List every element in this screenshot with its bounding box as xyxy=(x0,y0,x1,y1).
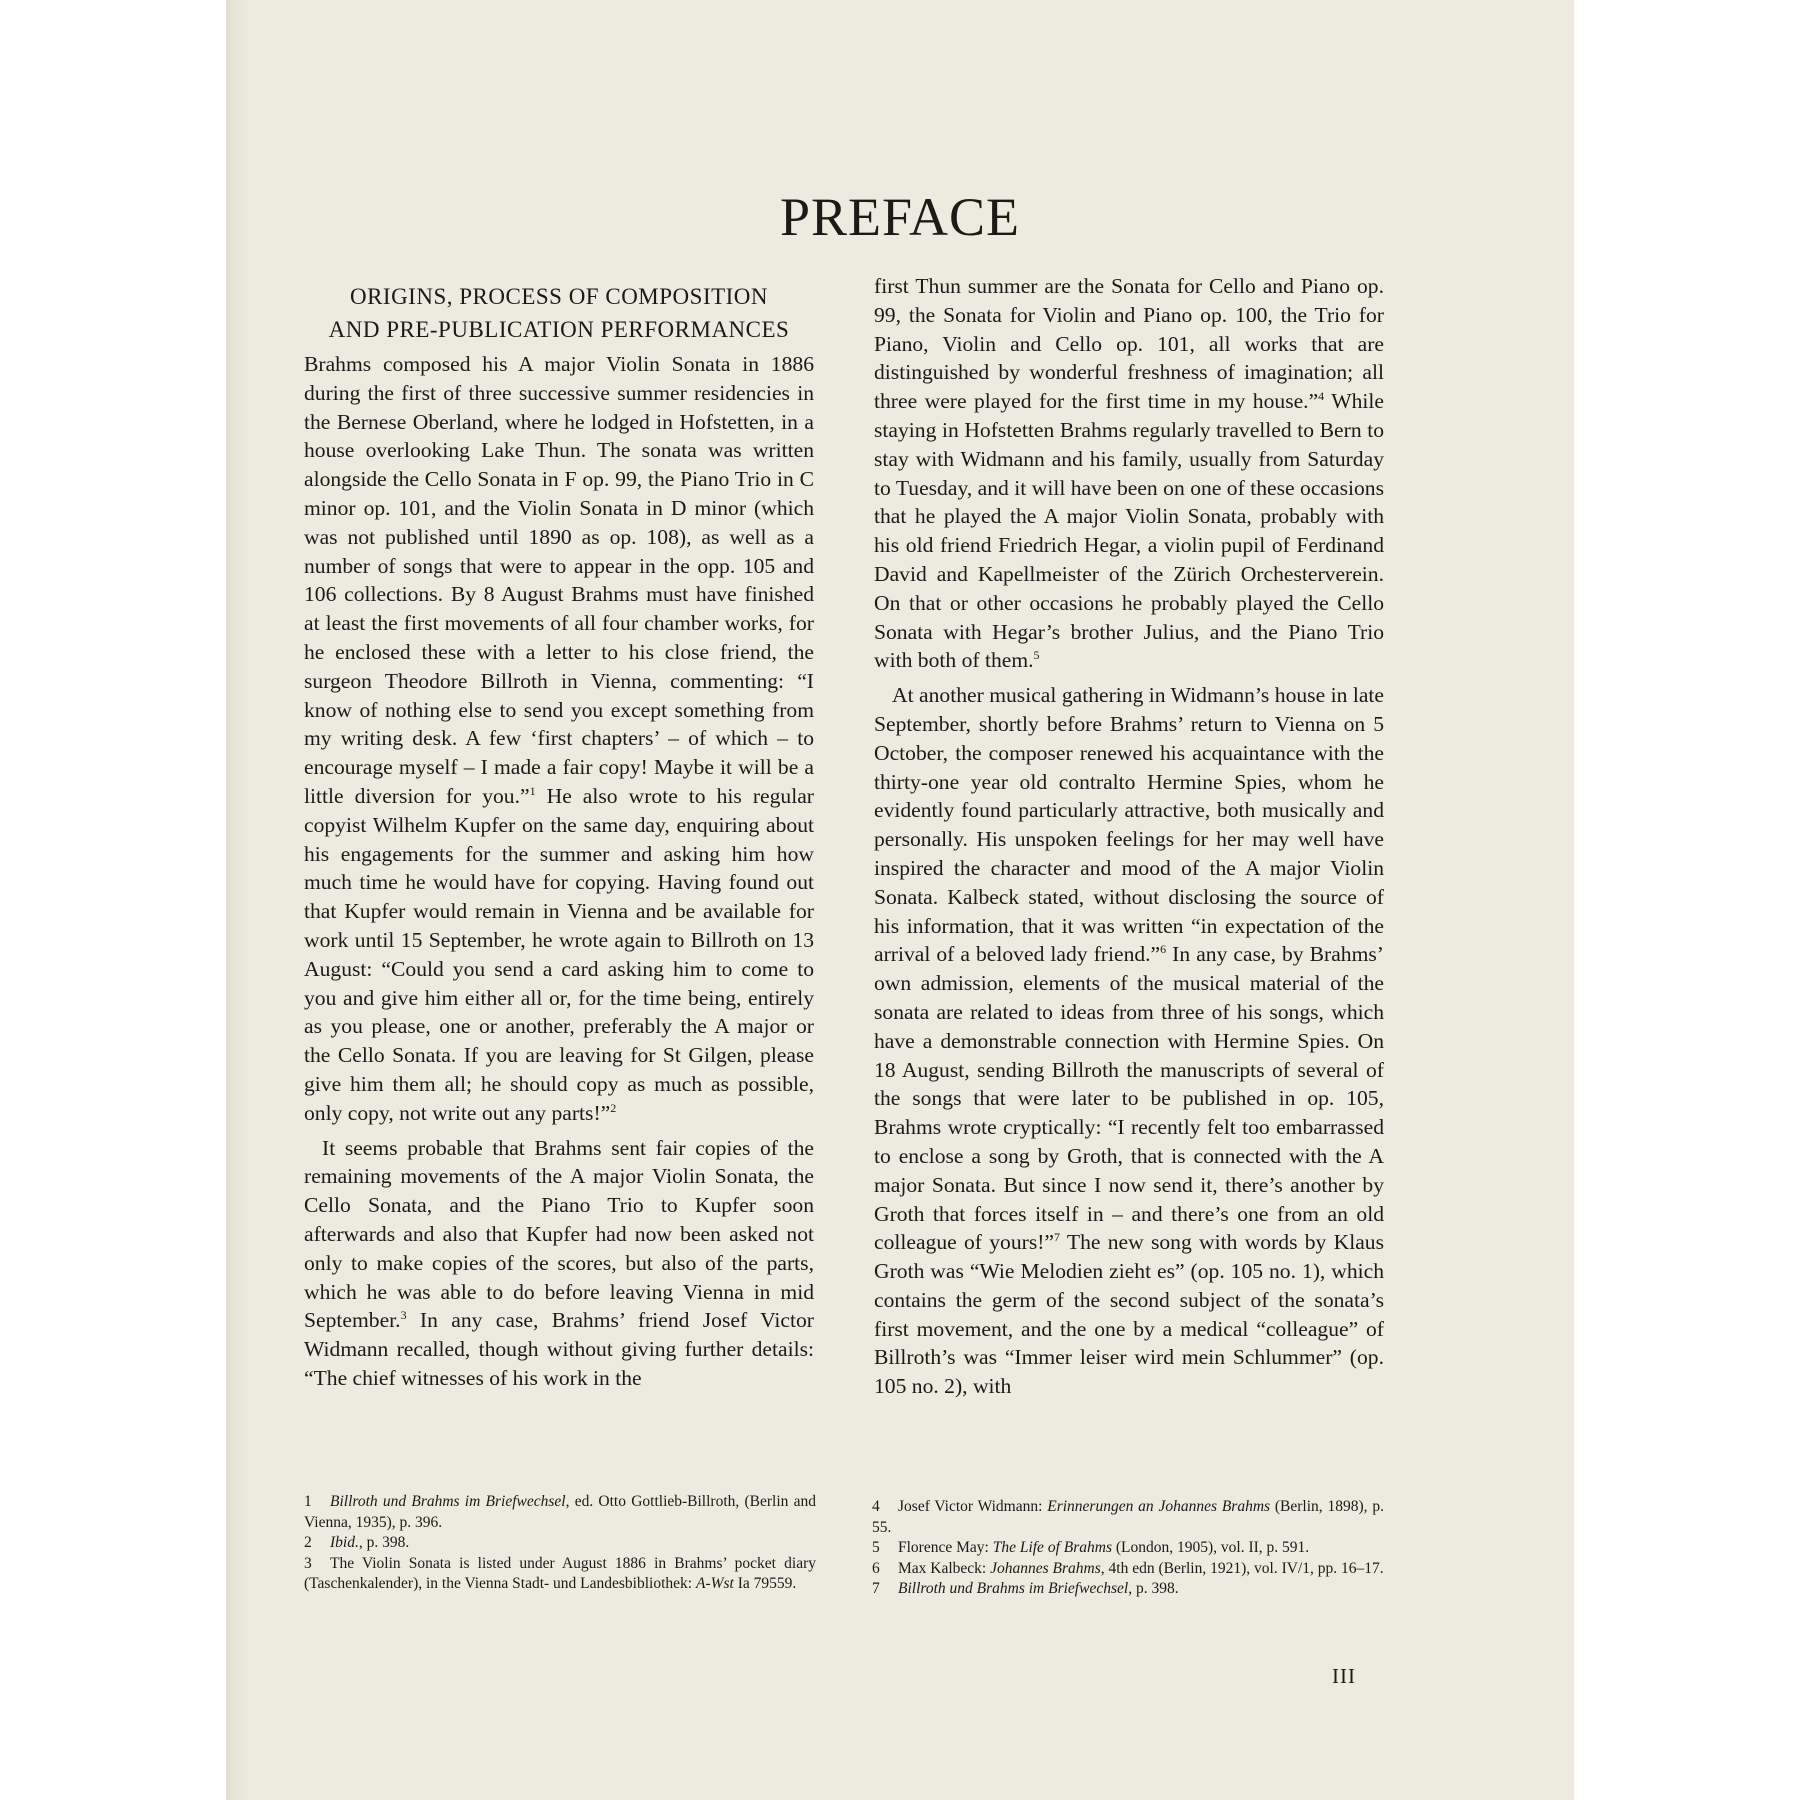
left-column xyxy=(304,280,814,1393)
left-paragraph-1: Brahms composed his A major Violin Sonata in 1886 during the first of three successive summer residencies in the Bernese Oberland, where he lodged in Hofstetten, in a house overlooking Lake Thun. The sonata was written alongside the Cello Sonata in F op. 99, the Piano Trio in C minor op. 101, and the Violin Sonata in D minor (which was not published until 1890 as op. 108), as well as a number of songs that were to appear in the opp. 105 and 106 collections. By 8 August Brahms must have finished at least the first movements of all four chamber works, for he enclosed these with a letter to his close friend, the surgeon Theodore Billroth in Vienna, commenting: “I know of nothing else to send you except something from my writing desk. A few ‘first chapters’ – of which – to encourage myself – I made a fair copy! Maybe it will be a little diversion for you.”$^1$ He also wrote to his regular copyist Wilhelm Kupfer on the same day, enquiring about his engagements for the summer and asking him how much time he would have for copying. Having found out that Kupfer would remain in Vienna and be available for work until 15 September, he wrote again to Billroth on 13 August: “Could you send a card asking him to come to you and give him either all or, for the time being, entirely as you please, one or another, preferably the A major or the Cello Sonata. If you are leaving for St Gilgen, please give him them all; he should copy as much as possible, only copy, not write out any parts!”$^2$ xyxy=(304,352,814,1125)
footnote-ref: 5 xyxy=(1033,648,1040,663)
left-paragraph-2: It seems probable that Brahms sent fair copies of the remaining movements of the A major Violin Sonata, the Cello Sonata, and the Piano Trio to Kupfer soon afterwards and also that Kupfer had now been asked not only to make copies of the scores, but also of the parts, which he was able to do before leaving Vienna in mid September.$^3$ In any case, Brahms’ friend Josef Victor Widmann recalled, though without giving further details: “The chief witnesses of his work in the xyxy=(304,1135,814,1390)
book-page xyxy=(226,0,1574,1800)
footnote-ref: 3 xyxy=(400,1308,407,1323)
footnote-ref: 7 xyxy=(1054,1230,1061,1245)
footnote-7: 7 Billroth und Brahms im Briefwechsel, p. 398. xyxy=(872,1580,1179,1597)
right-paragraph-2: At another musical gathering in Widmann’s house in late September, shortly before Brahms’ return to Vienna on 5 October, the composer renewed his acquaintance with the thirty-one year old contralto Hermine Spies, whom he evidently found particularly attractive, both musically and personally. His unspoken feelings for her may well have inspired the character and mood of the A major Violin Sonata. Kalbeck stated, without disclosing the source of his information, that it was written “in expectation of the arrival of a beloved lady friend.”$^6$ In any case, by Brahms’ own admission, elements of the musical material of the sonata are related to ideas from three of his songs, which have a demonstrable connection with Hermine Spies. On 18 August, sending Billroth the manuscripts of several of the songs that were later to be published in op. 105, Brahms wrote cryptically: “I recently felt too embarrassed to enclose a song by Groth, that is connected with the A major Sonata. But since I now send it, there’s another by Groth that forces itself in – and there’s one from an old colleague of yours!”$^7$ The new song with words by Klaus Groth was “Wie Melodien zieht es” (op. 105 no. 1), which contains the germ of the second subject of the sonata’s first movement, and the one by a medical “colleague” of Billroth’s was “Immer leiser wird mein Schlummer” (op. 105 no. 2), with xyxy=(874,683,1384,1399)
footnotes-right xyxy=(872,1497,1384,1600)
footnote-1: 1 Billroth und Brahms im Briefwechsel, ed. Otto Gottlieb-Billroth, (Berlin and Vienna, 1935), p. 396. xyxy=(304,1493,817,1531)
section-heading-line1: ORIGINS, PROCESS OF COMPOSITION xyxy=(349,284,769,309)
footnote-6: 6 Max Kalbeck: Johannes Brahms, 4th edn (Berlin, 1921), vol. IV/1, pp. 16–17. xyxy=(872,1559,1384,1577)
footnote-ref: 6 xyxy=(1160,942,1167,957)
right-column xyxy=(874,272,1384,1401)
footnote-2: 2 Ibid., p. 398. xyxy=(304,1534,410,1551)
footnote-ref: 2 xyxy=(610,1100,617,1115)
footnote-5: 5 Florence May: The Life of Brahms (London, 1905), vol. II, p. 591. xyxy=(872,1539,1310,1556)
footnotes-left xyxy=(304,1492,816,1595)
section-heading xyxy=(304,280,814,346)
footnote-4: 4 Josef Victor Widmann: Erinnerungen an Johannes Brahms (Berlin, 1898), p. 55. xyxy=(872,1498,1384,1536)
section-heading-line2: AND PRE-PUBLICATION PERFORMANCES xyxy=(328,317,790,342)
page-title: PREFACE xyxy=(779,187,1021,248)
footnote-ref: 1 xyxy=(529,783,536,798)
footnote-ref: 4 xyxy=(1318,389,1325,403)
right-paragraph-1: first Thun summer are the Sonata for Cello and Piano op. 99, the Sonata for Violin and Piano op. 100, the Trio for Piano, Violin and Cello op. 101, all works that are distinguished by wonderful freshness of imagination; all three were played for the first time in my house.”$^4$ While staying in Hofstetten Brahms regularly travelled to Bern to stay with Widmann and his family, usually from Saturday to Tuesday, and it will have been on one of these occasions that he played the A major Violin Sonata, probably with his old friend Friedrich Hegar, a violin pupil of Ferdinand David and Kapellmeister of the Zürich Orchesterverein. On that or other occasions he probably played the Cello Sonata with Hegar’s brother Julius, and the Piano Trio with both of them.$^5$ xyxy=(874,274,1384,673)
page-number: III xyxy=(1332,1664,1356,1688)
footnote-3: 3 The Violin Sonata is listed under August 1886 in Brahms’ pocket diary (Taschenkalender), in the Vienna Stadt- und Landesbibliothek: A-Wst Ia 79559. xyxy=(304,1554,816,1592)
